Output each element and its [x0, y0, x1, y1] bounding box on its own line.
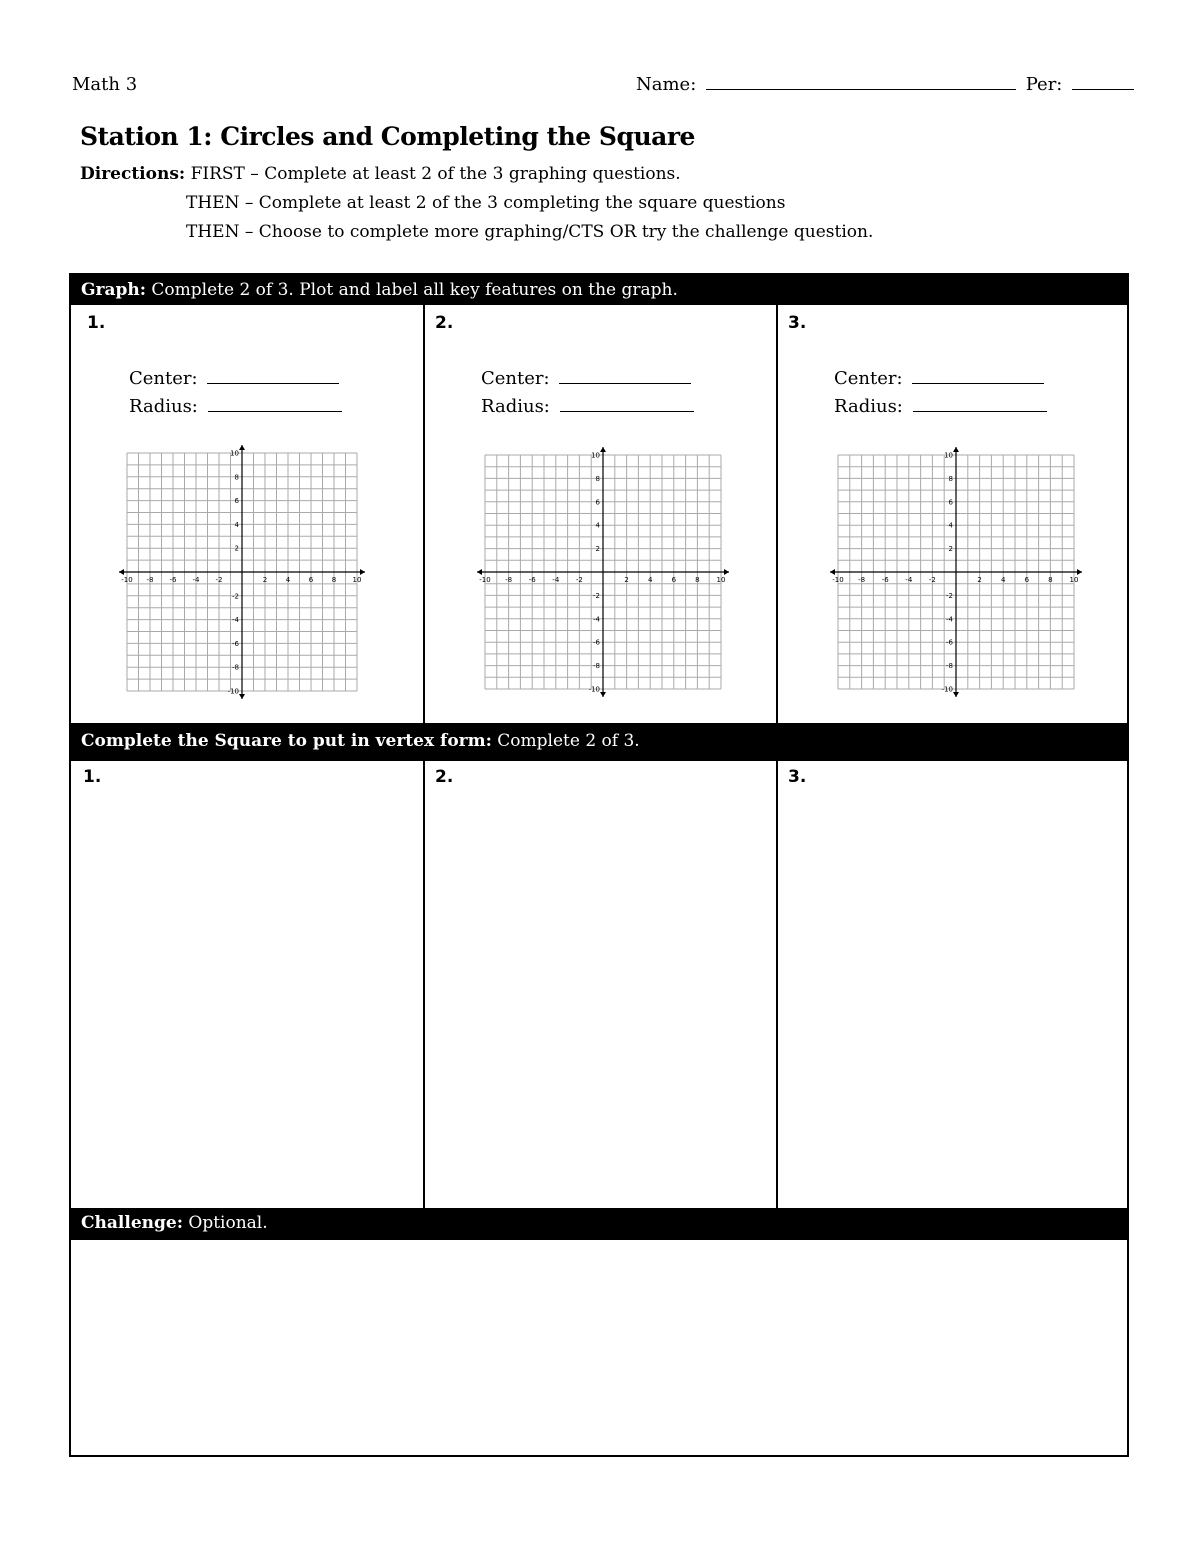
x-tick-label: -10 [832, 576, 844, 584]
center-blank[interactable] [912, 382, 1044, 384]
radius-field [129, 393, 346, 421]
problem-number: 1. [87, 313, 106, 333]
graph-section-instructions: Complete 2 of 3. Plot and label all key features on the graph. [151, 280, 678, 300]
x-tick-label: -10 [121, 576, 133, 584]
x-tick-label: -8 [146, 576, 154, 584]
y-tick-label: 10 [230, 449, 239, 458]
x-tick-label: 6 [1024, 576, 1030, 584]
course-label: Math 3 [72, 74, 138, 95]
x-axis-arrow-left [477, 569, 482, 575]
y-tick-label: 2 [948, 545, 953, 554]
challenge-section-header [71, 1208, 1127, 1240]
x-axis-arrow-right [1077, 569, 1082, 575]
cts-problem-2[interactable] [425, 761, 776, 1208]
challenge-answer-area[interactable] [71, 1240, 1127, 1455]
period-label: Per: [1025, 74, 1063, 95]
radius-field [834, 393, 1051, 421]
directions [80, 160, 873, 247]
y-tick-label: -4 [946, 615, 953, 624]
y-tick-label: 8 [948, 474, 953, 483]
cts-section-header [71, 723, 1127, 761]
center-blank[interactable] [207, 382, 339, 384]
direction-line-1: FIRST – Complete at least 2 of the 3 graphing questions. [190, 164, 681, 184]
y-tick-label: -6 [232, 639, 239, 648]
y-tick-label: -10 [941, 685, 953, 694]
center-field [129, 365, 343, 393]
x-tick-label: 2 [262, 576, 268, 584]
coordinate-grid-svg[interactable] [828, 445, 1084, 699]
y-axis-arrow-up [239, 445, 245, 450]
x-tick-label: -2 [575, 576, 583, 584]
y-tick-label: -6 [593, 638, 600, 647]
direction-line-3: THEN – Choose to complete more graphing/CTS OR try the challenge question. [186, 222, 874, 242]
radius-blank[interactable] [560, 410, 694, 412]
cts-problem-1[interactable] [71, 761, 423, 1208]
cts-section-instructions: Complete 2 of 3. [497, 731, 640, 751]
y-axis-arrow-up [953, 447, 959, 452]
center-label: Center: [481, 368, 550, 389]
cts-problem-3[interactable] [778, 761, 1129, 1208]
radius-label: Radius: [834, 396, 903, 417]
y-tick-label: 6 [595, 498, 600, 507]
x-tick-label: -4 [192, 576, 200, 584]
x-tick-label: -4 [905, 576, 913, 584]
x-tick-label: 4 [285, 576, 291, 584]
radius-field [481, 393, 698, 421]
problem-number: 3. [788, 767, 807, 787]
directions-label: Directions: [80, 164, 186, 184]
y-axis-arrow-up [600, 447, 606, 452]
problem-number: 3. [788, 313, 807, 333]
radius-blank[interactable] [208, 410, 342, 412]
x-tick-label: -8 [505, 576, 513, 584]
y-tick-label: 8 [595, 474, 600, 483]
y-tick-label: 6 [948, 498, 953, 507]
x-tick-label: 6 [671, 576, 677, 584]
y-tick-label: -6 [946, 638, 953, 647]
y-axis-arrow-down [953, 692, 959, 697]
challenge-section-label: Challenge: [81, 1213, 183, 1233]
y-tick-label: -2 [232, 592, 239, 601]
x-tick-label: -8 [858, 576, 866, 584]
x-tick-label: -2 [215, 576, 223, 584]
x-tick-label: 4 [1000, 576, 1006, 584]
x-tick-label: 8 [695, 576, 700, 584]
center-field [834, 365, 1048, 393]
y-tick-label: 8 [234, 473, 239, 482]
x-tick-label: -6 [169, 576, 177, 584]
period-blank[interactable] [1072, 88, 1134, 90]
y-tick-label: -8 [946, 662, 953, 671]
graph-problem-2 [425, 305, 776, 723]
radius-label: Radius: [129, 396, 198, 417]
x-tick-label: 2 [624, 576, 629, 584]
challenge-section-instructions: Optional. [188, 1213, 268, 1233]
cts-section-label: Complete the Square to put in vertex form: [81, 731, 492, 751]
name-blank[interactable] [706, 88, 1016, 90]
y-tick-label: -8 [232, 663, 239, 672]
y-tick-label: -8 [593, 662, 600, 671]
y-tick-label: -10 [588, 685, 600, 694]
y-tick-label: 2 [234, 544, 239, 553]
coordinate-grid-2[interactable] [475, 445, 731, 699]
x-tick-label: 6 [308, 576, 314, 584]
problem-number: 1. [83, 767, 102, 787]
y-tick-label: -2 [946, 591, 953, 600]
problem-number: 2. [435, 767, 454, 787]
y-axis-arrow-down [239, 694, 245, 699]
x-tick-label: 8 [1048, 576, 1053, 584]
graph-problem-1 [71, 305, 423, 723]
center-blank[interactable] [559, 382, 691, 384]
y-tick-label: 4 [948, 521, 953, 530]
y-tick-label: 10 [591, 451, 600, 460]
radius-label: Radius: [481, 396, 550, 417]
x-tick-label: 2 [977, 576, 982, 584]
x-tick-label: 4 [647, 576, 653, 584]
center-label: Center: [834, 368, 903, 389]
x-tick-label: 10 [352, 576, 362, 584]
radius-blank[interactable] [913, 410, 1047, 412]
direction-line-2: THEN – Complete at least 2 of the 3 completing the square questions [186, 193, 786, 213]
worksheet-table [69, 273, 1129, 1457]
y-tick-label: 4 [234, 520, 239, 529]
problem-number: 2. [435, 313, 454, 333]
graph-section-header [71, 275, 1127, 305]
graph-problem-3 [778, 305, 1129, 723]
y-tick-label: 10 [944, 451, 953, 460]
x-tick-label: 10 [1069, 576, 1079, 584]
y-tick-label: 4 [595, 521, 600, 530]
x-tick-label: 10 [716, 576, 726, 584]
x-tick-label: 8 [331, 576, 337, 584]
y-tick-label: -10 [227, 687, 239, 696]
y-tick-label: 6 [234, 497, 239, 506]
y-tick-label: -4 [232, 616, 239, 625]
x-tick-label: -6 [881, 576, 889, 584]
y-tick-label: -4 [593, 615, 600, 624]
x-axis-arrow-left [830, 569, 835, 575]
x-tick-label: -10 [479, 576, 491, 584]
graph-section-label: Graph: [81, 280, 147, 300]
x-tick-label: -4 [552, 576, 560, 584]
x-axis-arrow-right [360, 569, 365, 575]
y-tick-label: 2 [595, 545, 600, 554]
page-title: Station 1: Circles and Completing the Square [80, 122, 695, 151]
x-axis-arrow-right [724, 569, 729, 575]
coordinate-grid-1[interactable] [117, 443, 367, 701]
y-axis-arrow-down [600, 692, 606, 697]
center-label: Center: [129, 368, 198, 389]
y-tick-label: -2 [593, 591, 600, 600]
coordinate-grid-3[interactable] [828, 445, 1084, 699]
center-field [481, 365, 695, 393]
name-period-line [636, 74, 1138, 95]
coordinate-grid-svg[interactable] [475, 445, 731, 699]
x-axis-arrow-left [119, 569, 124, 575]
x-tick-label: -2 [928, 576, 936, 584]
x-tick-label: -6 [528, 576, 536, 584]
name-label: Name: [636, 74, 697, 95]
coordinate-grid-svg[interactable] [117, 443, 367, 701]
